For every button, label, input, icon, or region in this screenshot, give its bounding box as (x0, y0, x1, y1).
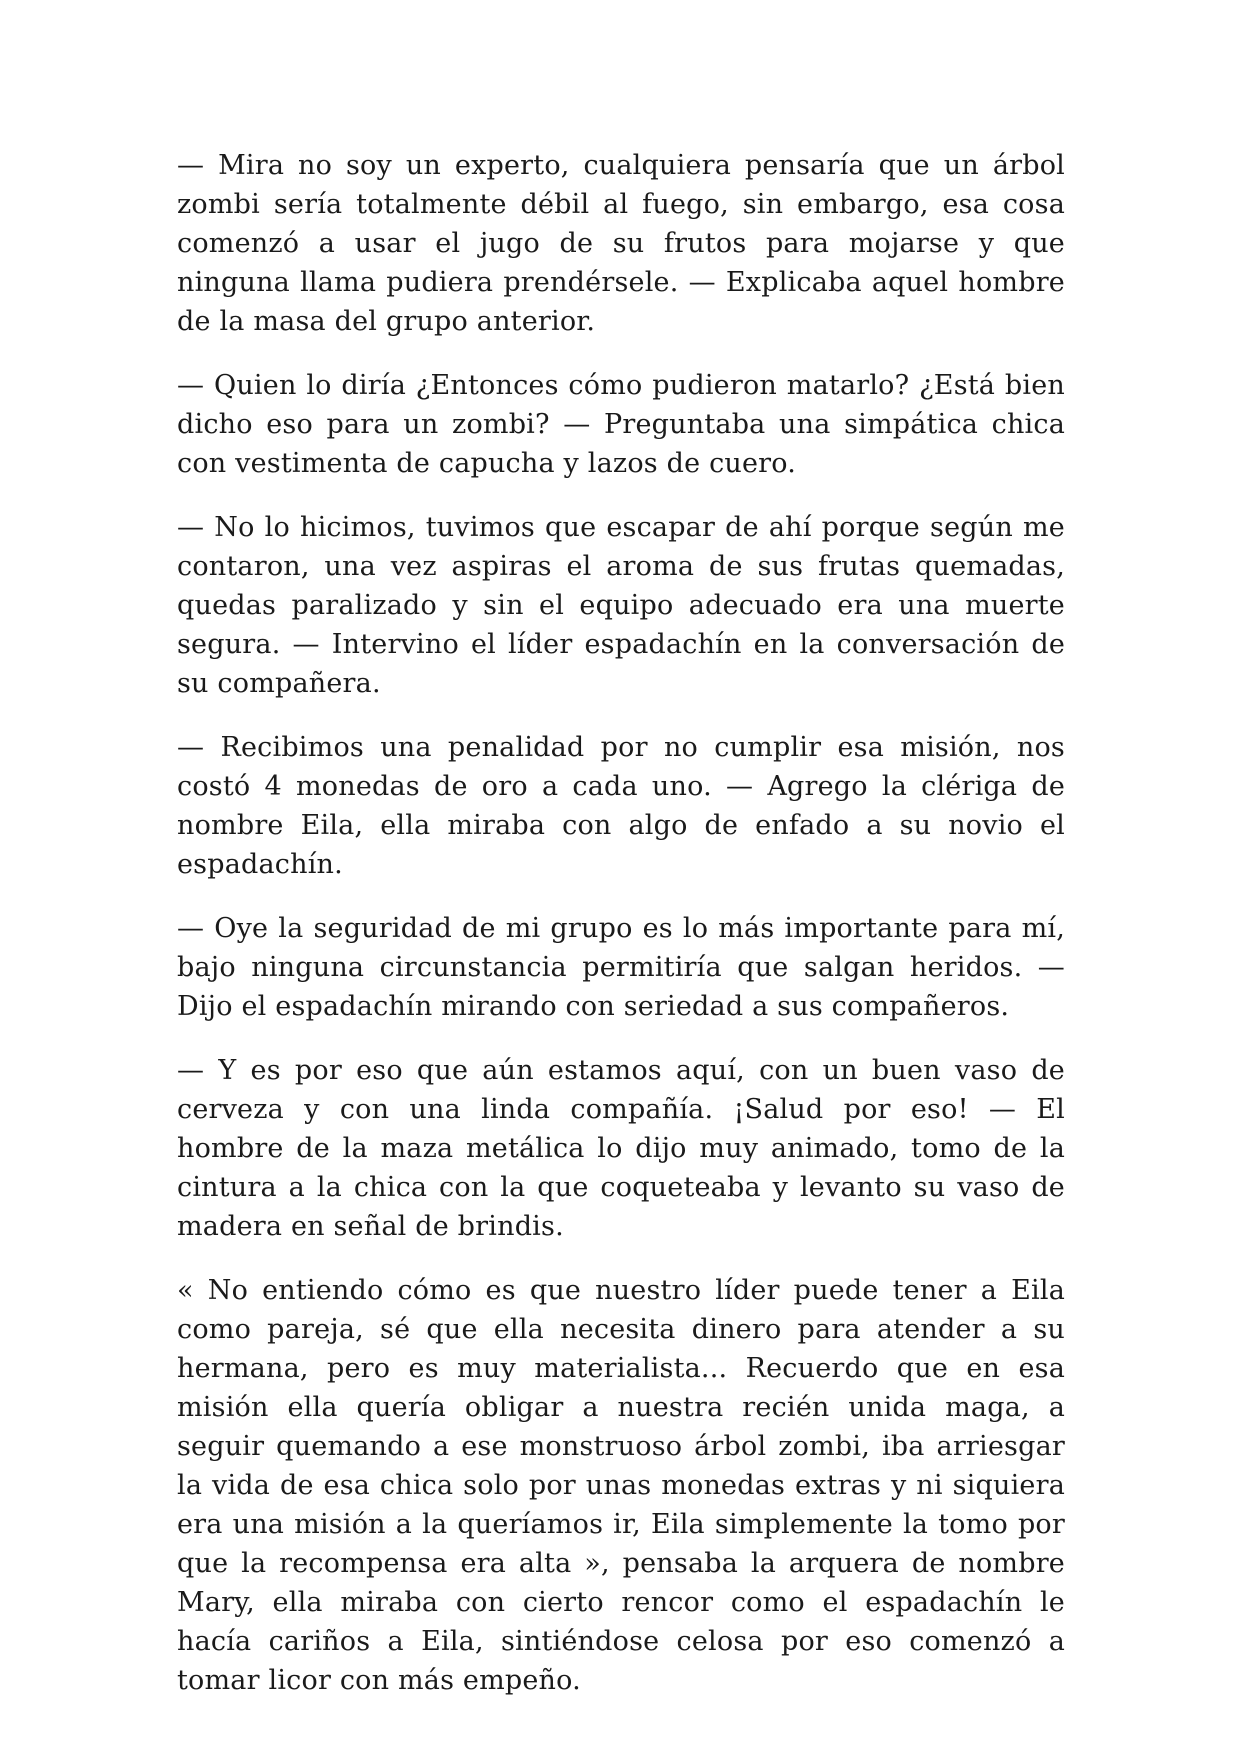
paragraph-4: — Recibimos una penalidad por no cumplir esa misión, nos costó 4 monedas de oro a cada uno. — Agrego la clériga de nombre Eila, ella miraba con algo de enfado a su novio el espadachín. (177, 732, 1065, 880)
document-body (177, 146, 1065, 1725)
paragraph-7: « No entiendo cómo es que nuestro líder puede tener a Eila como pareja, sé que ella necesita dinero para atender a su hermana, pero es muy materialista... Recuerdo que en esa misión ella quería obligar a nuestra recién unida maga, a seguir quemando a ese monstruoso árbol zombi, iba arriesgar la vida de esa chica solo por unas monedas extras y ni siquiera era una misión a la queríamos ir, Eila simplemente la tomo por que la recompensa era alta », pensaba la arquera de nombre Mary, ella miraba con cierto rencor como el espadachín le hacía cariños a Eila, sintiéndose celosa por eso comenzó a tomar licor con más empeño. (177, 1275, 1065, 1696)
paragraph-6: — Y es por eso que aún estamos aquí, con un buen vaso de cerveza y con una linda compañía. ¡Salud por eso! — El hombre de la maza metálica lo dijo muy animado, tomo de la cintura a la chica con la que coqueteaba y levanto su vaso de madera en señal de brindis. (177, 1055, 1065, 1242)
paragraph-5: — Oye la seguridad de mi grupo es lo más importante para mí, bajo ninguna circunstancia permitiría que salgan heridos. — Dijo el espadachín mirando con seriedad a sus compañeros. (177, 913, 1065, 1022)
paragraph-1: — Mira no soy un experto, cualquiera pensaría que un árbol zombi sería totalmente débil al fuego, sin embargo, esa cosa comenzó a usar el jugo de su frutos para mojarse y que ninguna llama pudiera prendérsele. — Explicaba aquel hombre de la masa del grupo anterior. (177, 150, 1065, 337)
paragraph-2: — Quien lo diría ¿Entonces cómo pudieron matarlo? ¿Está bien dicho eso para un zombi? — Preguntaba una simpática chica con vestimenta de capucha y lazos de cuero. (177, 370, 1065, 479)
paragraph-3: — No lo hicimos, tuvimos que escapar de ahí porque según me contaron, una vez aspiras el aroma de sus frutas quemadas, quedas paralizado y sin el equipo adecuado era una muerte segura. — Intervino el líder espadachín en la conversación de su compañera. (177, 512, 1065, 699)
